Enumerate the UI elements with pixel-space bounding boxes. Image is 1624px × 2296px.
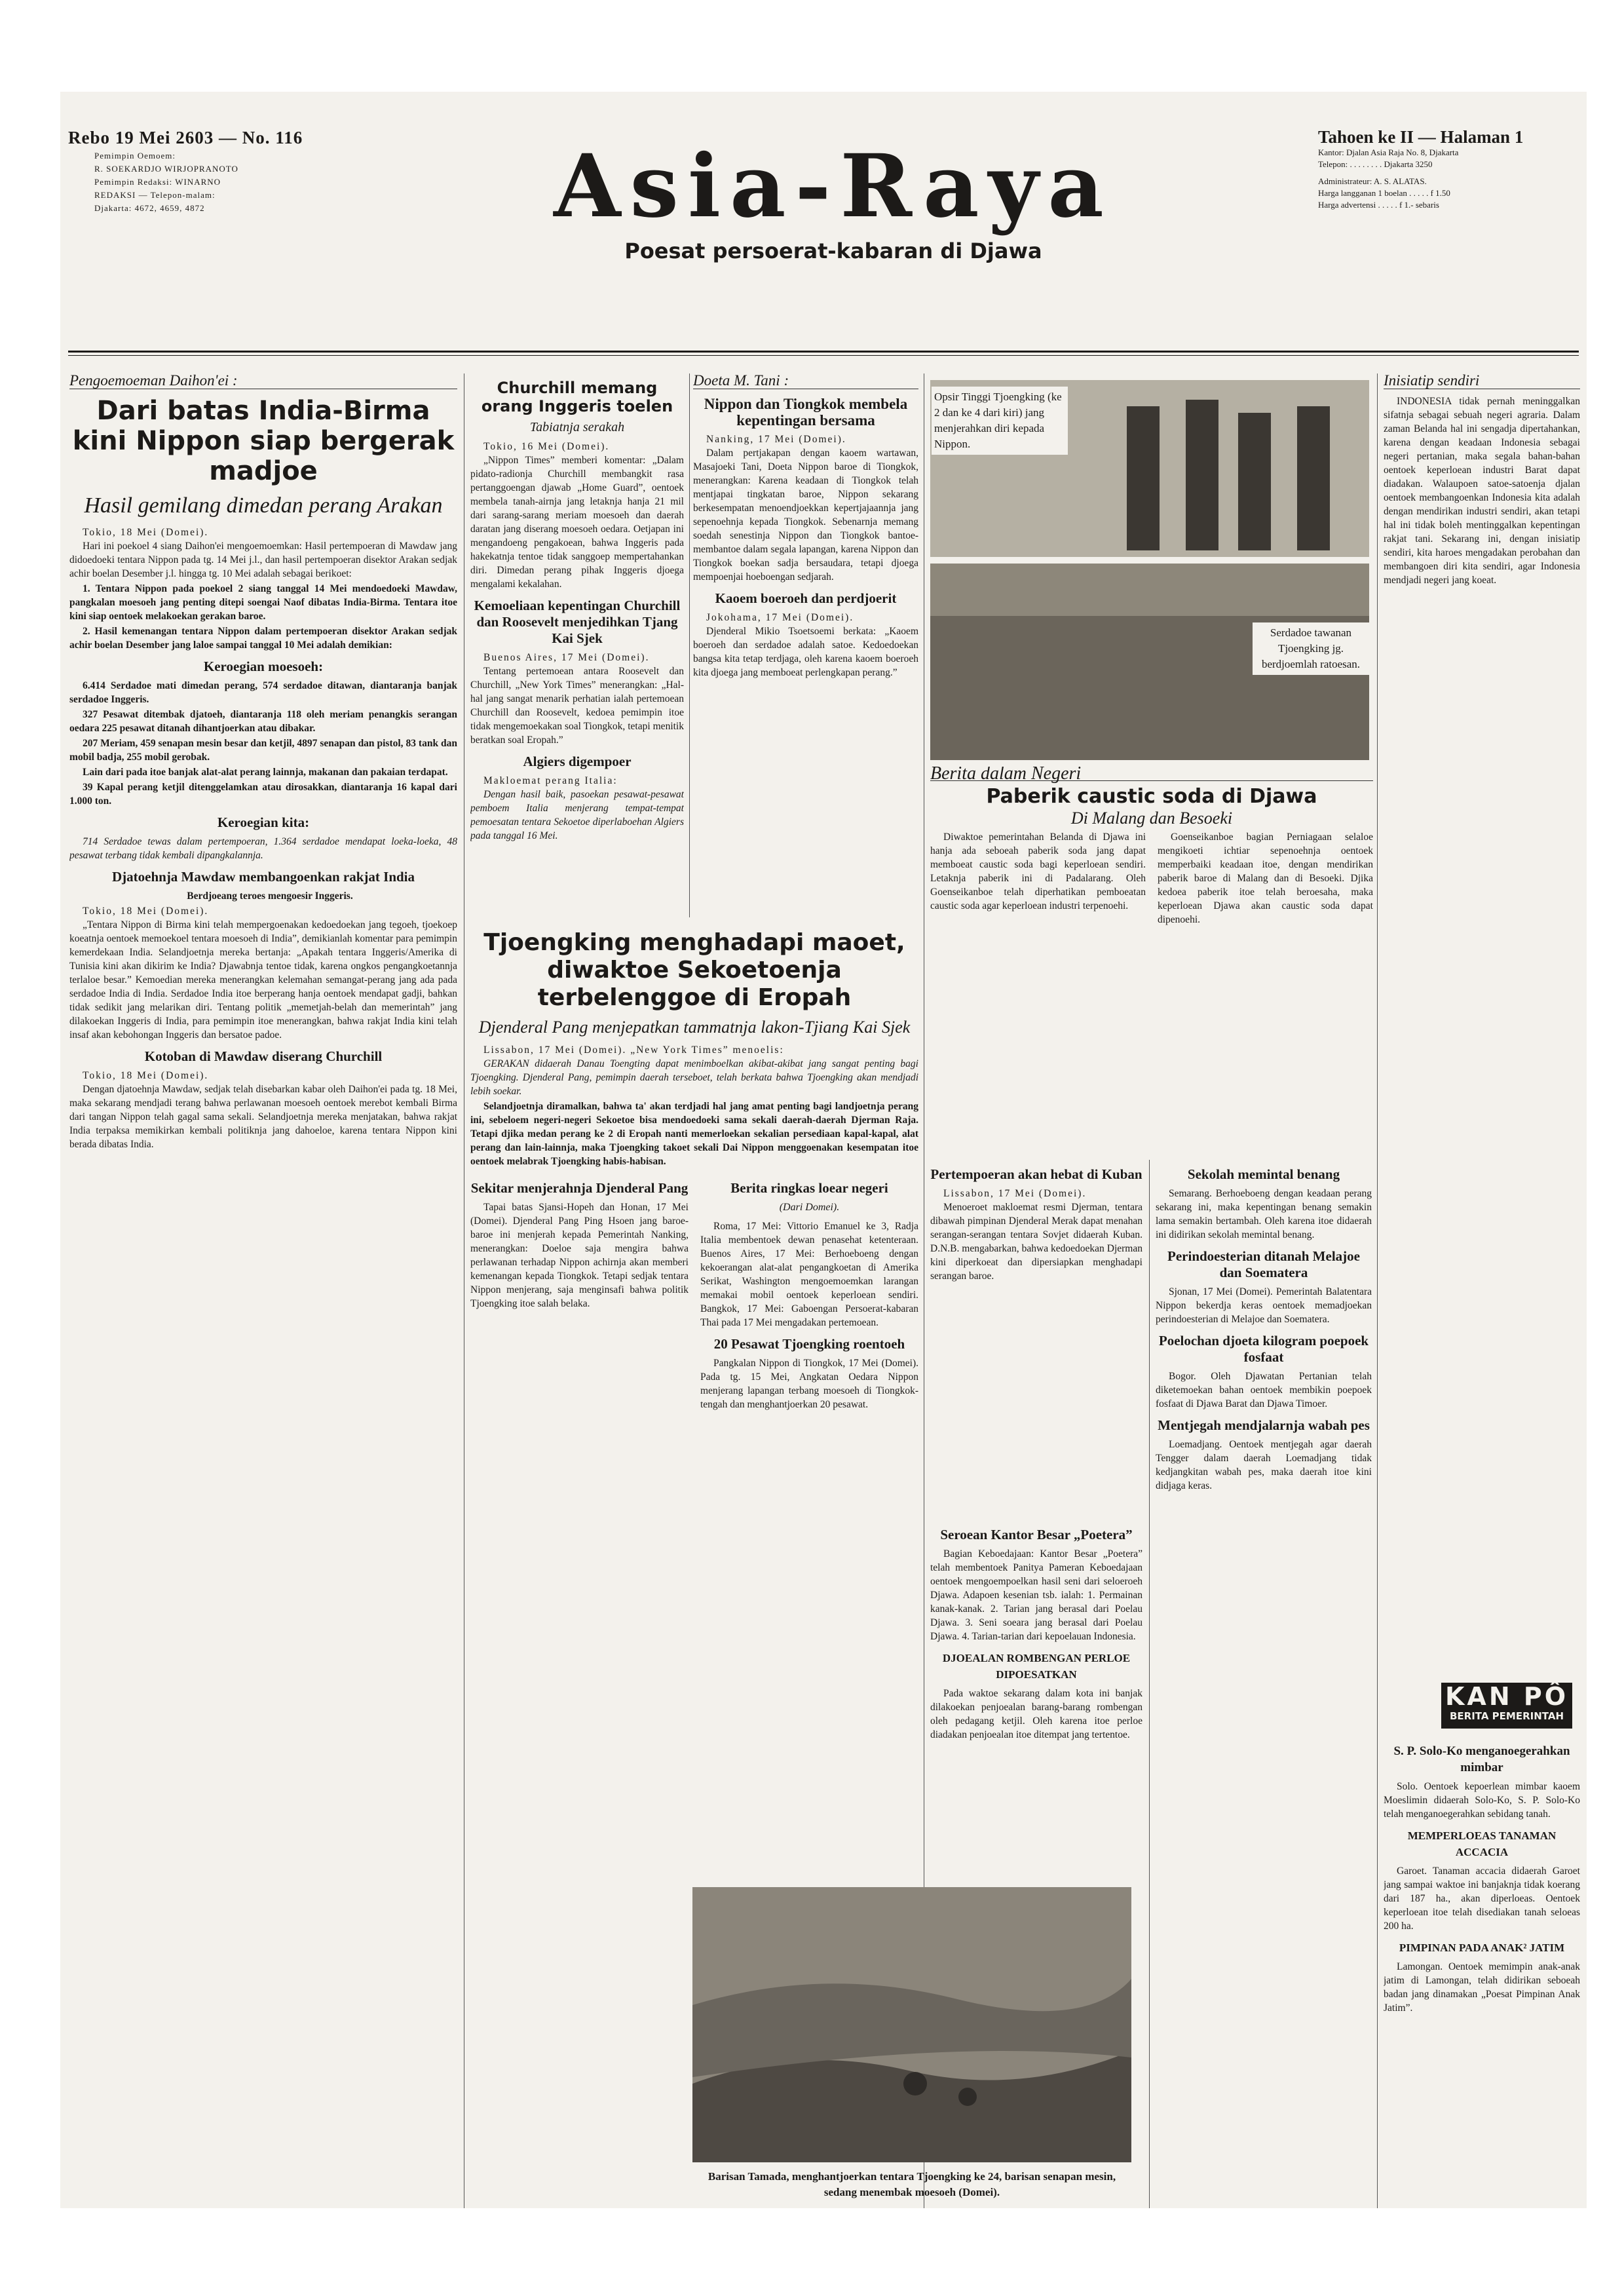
- chief-editor: Pemimpin Redaksi: WINARNO: [94, 177, 221, 187]
- article-paragraph: Tentang pertemoean antara Roosevelt dan Churchill, „New York Times” menerangkan: „Hal-hal jang sangat menarik perhatian ialah pertemoean Churchill dan Roosevelt, kedoea pemimpin itoe tidak mengemoekakan soal Tiongkok, tetapi menitik beratkan soal Eropah.”: [470, 666, 684, 746]
- masthead: [532, 138, 1135, 263]
- center-headline: Tjoengking menghadapi maoet, diwaktoe Sekoetoenja terbelenggoe di Eropah: [483, 929, 905, 1011]
- article-paragraph: Lain dari pada itoe banjak alat-alat perang lainnja, makanan dan pakaian terdapat.: [83, 767, 448, 778]
- article-paragraph: Pada waktoe sekarang dalam kota ini banjak dilakoekan penjoealan barang-barang rombengan oleh pedagang ketjil. Oleh karena itoe perloe diadakan penjoealan itoe ditempat jang tertentoe.: [930, 1688, 1142, 1740]
- article-paragraph: Djenderal Mikio Tsoetsoemi berkata: „Kaoem boeroeh dan serdadoe adalah satoe. Kedoedoekan bangsa kita tetap terdjaga, oleh karena kaoem boeroeh kita djoega jang memboeat perlengkapan perang.”: [693, 626, 918, 678]
- article-subhead: Berdjoeang teroes mengoesir Inggeris.: [187, 890, 353, 902]
- article-paragraph: 6.414 Serdadoe mati dimedan perang, 574 serdadoe ditawan, diantaranja banjak serdadoe Inggeris.: [69, 680, 457, 705]
- column-1: [69, 373, 457, 2202]
- newspaper-page: [60, 92, 1587, 2208]
- article-paragraph: 39 Kapal perang ketjil ditenggelamkan atau dirosakkan, diantaranja 16 kapal dari 1.000 ton.: [69, 782, 457, 807]
- redaksi-label: REDAKSI — Telepon-malam:: [94, 190, 216, 200]
- subscription-price: Harga langganan 1 boelan . . . . . f 1.50: [1318, 188, 1450, 198]
- kicker: Pengoemoeman Daihon'ei :: [69, 373, 457, 389]
- article-paragraph: Tapai batas Sjansi-Hopeh dan Honan, 17 Mei (Domei). Djenderal Pang Ping Hsoen jang baroe-baroe ini menjerah kepada Pemerintah Nanking, menerangkan: Doeloe saja mengira bahwa perlawanan terhadap Nippon achirnja akan memberi kemenangan kepada Tiongkok. Tetapi sedjak tentara Nippon menjerang, saja menginsafi bahwa politik Tjoengking itoe salah belaka.: [470, 1202, 689, 1309]
- article-paragraph: Hari ini poekoel 4 siang Daihon'ei mengoemoemkan: Hasil pertempoeran di Mawdaw jang didoedoeki tentara Nippon pada tg. 14 Mei j.l., dan hasil pertempoeran disektor Arakan sedjak achir boelan Desember j.l. hingga tg. 10 Mei adalah sebagai berikoet:: [69, 541, 457, 579]
- ad-price: Harga advertensi . . . . . f 1.- sebaris: [1318, 200, 1439, 210]
- officers-photo-caption: Opsir Tinggi Tjoengking (ke 2 dan ke 4 dari kiri) jang menjerahkan diri kepada Nippon.: [932, 387, 1068, 455]
- kanpo-subtitle: BERITA PEMERINTAH: [1449, 1710, 1564, 1722]
- dateline: Buenos Aires, 17 Mei (Domei).: [483, 652, 650, 663]
- article-headline: Poelochan djoeta kilogram poepoek fosfaat: [1158, 1333, 1369, 1365]
- article-headline: 20 Pesawat Tjoengking roentoeh: [713, 1336, 905, 1352]
- article-headline: Paberik caustic soda di Djawa: [986, 785, 1317, 808]
- article-paragraph: Bogor. Oleh Djawatan Pertanian telah diketemoekan bahan oentoek membikin poepoek fosfaat di Djawa Barat dan Djawa Timoer.: [1156, 1371, 1372, 1409]
- column-divider: [1377, 373, 1378, 2208]
- year-page: Tahoen ke II — Halaman 1: [1318, 127, 1524, 147]
- subheading: Keroegian moesoeh:: [203, 659, 324, 674]
- header-left: [68, 128, 435, 215]
- article-deck: Tabiatnja serakah: [529, 420, 625, 434]
- article-paragraph: 2. Hasil kemenangan tentara Nippon dalam pertempoeran disektor Arakan sedjak achir boelan Desember jang laloe sampai tanggal 10 Mei adalah demikian:: [69, 626, 457, 651]
- center-story: [470, 924, 918, 1763]
- kanpo-title: KAN PÔ: [1445, 1682, 1569, 1711]
- article-headline: Perindoesterian ditanah Melajoe dan Soematera: [1167, 1248, 1360, 1280]
- battle-photo-image: [692, 1887, 1131, 2162]
- article-headline: Kotoban di Mawdaw diserang Churchill: [144, 1048, 383, 1064]
- header-rule: [68, 351, 1579, 353]
- article-headline: MEMPERLOEAS TANAMAN ACCACIA: [1407, 1829, 1557, 1858]
- domestic-subcolumns: [930, 830, 1373, 928]
- header-rule-thin: [68, 355, 1579, 356]
- article-paragraph: Menoeroet makloemat resmi Djerman, tentara dibawah pimpinan Djenderal Merak dapat menahan serangan-serangan tentara Sovjet didaerah Kuban. D.N.B. mengabarkan, bahwa kedoedoekan Djerman kini diperkoeat dan dipersiapkan menghadapi serangan baroe.: [930, 1202, 1142, 1282]
- column-4: [693, 373, 918, 891]
- issue-date: Rebo 19 Mei 2603 — No. 116: [68, 128, 303, 147]
- article-headline: Pertempoeran akan hebat di Kuban: [930, 1166, 1142, 1182]
- article-paragraph: Lamongan. Oentoek memimpin anak-anak jatim di Lamongan, telah didirikan seboeah badan jang dinamakan „Poesat Pimpinan Anak Jatim”.: [1384, 1961, 1580, 2014]
- article-headline: Churchill memang orang Inggeris toelen: [481, 379, 673, 415]
- article-paragraph: 1. Tentara Nippon pada poekoel 2 siang tanggal 14 Mei mendoedoeki Mawdaw, pangkalan moesoeh jang penting ditepi soengai Naof dibatas India-Birma. Tentara itoe kini siap oentoek melakoekan gerakan baroe.: [69, 583, 457, 622]
- article-paragraph: Loemadjang. Oentoek mentjegah agar daerah Tengger dalam daerah Loemadjang tidak kedjangkitan wabah pes, maka daerah itoe kini didjaga keras.: [1156, 1439, 1372, 1491]
- lead-headline: Dari batas India-Birma kini Nippon siap bergerak madjoe: [72, 396, 455, 486]
- article-headline: Berita ringkas loear negeri: [730, 1180, 888, 1196]
- article-headline: Djatoehnja Mawdaw membangoenkan rakjat India: [111, 869, 415, 885]
- newspaper-subtitle: Poesat persoerat-kabaran di Djawa: [624, 239, 1042, 263]
- battle-photo-caption: Barisan Tamada, menghantjoerkan tentara Tjoengking ke 24, barisan senapan mesin, sedang menembak moesoeh (Domei).: [708, 2170, 1116, 2198]
- article-paragraph: Solo. Oentoek kepoerlean mimbar kaoem Moeslimin didaerah Solo-Ko, S. P. Solo-Ko telah menganoegerahkan sebidang tanah.: [1384, 1781, 1580, 1820]
- article-headline: Sekolah memintal benang: [1187, 1166, 1340, 1182]
- article-paragraph: Garoet. Tanaman accacia didaerah Garoet jang sampai waktoe ini banjaknja tidak koerang dari 187 ha., akan diperloeas. Oentoek keperloean itoe telah disediakan tanah seloeas 200 ha.: [1384, 1866, 1580, 1932]
- article-paragraph: INDONESIA tidak pernah meninggalkan sifatnja sebagai sebuah negeri agraria. Dalam zaman Belanda hal ini sengadja dipertahankan, karena dengan keadaan Indonesia sebagai negeri pertanian, maka segala bahan-bahan oentoek keperloean industri Barat dapat diadakan. Walaupoen satoe-satoenja djalan oentoek membangoenkan Indonesia kita adalah dengan mendirikan industri sendiri, akan tetapi hal ini tidak boleh mentinggalkan kepentingan rakjat tani. Sekarang ini, dengan inisiatip sendiri, kita haroes mengadakan perobahan dan membangoen diri kita sendiri, agar Indonesia mendjadi negeri jang koeat.: [1384, 396, 1580, 586]
- article-paragraph: „Nippon Times” memberi komentar: „Dalam pidato-radionja Churchill membangkit rasa pertanggoengan djawab „Home Guard”, oentoek membela tanah-airnja jang letaknja hanja 21 mil dari sarang-sarang meriam moesoeh dan daerah daratan jang diserang moesoeh oedara. Oetjapan ini mengandoeng pengakoean, bahwa Inggeris pada hakekatnja tentoe tidak sanggoep mempertahankan diri. Dimedan perang pihak Inggeris djoega mengalami kekalahan.: [470, 455, 684, 590]
- article-deck: (Dari Domei).: [779, 1202, 840, 1213]
- article-headline: Mentjegah mendjalarnja wabah pes: [1158, 1417, 1370, 1433]
- article-paragraph: Dengan djatoehnja Mawdaw, sedjak telah disebarkan kabar oleh Daihon'ei pada tg. 18 Mei, maka sekarang mendjadi terang bahwa perlawanan moesoeh oentoek merebot kembali Birma dari tangan Nippon telah gagal sama sekali. Selandjoetnja mereka menjatakan, bahwa rakjat India terpaksa memikirkan kembali politiknja jang dahoeloe, karena tentara Nippon kini berada dibatas India.: [69, 1084, 457, 1150]
- dateline: Nanking, 17 Mei (Domei).: [706, 434, 846, 445]
- article-paragraph: „Tentara Nippon di Birma kini telah mempergoenakan kedoedoekan jang tegoeh, tjoekoep koeatnja oentoek memoekoel tentara moesoeh di India”, demikianlah komentar para pemimpin kemerdekaan India. Selandjoetnja mereka bertanja: „Apakah tentara Inggeris/Amerika di Tunisia kini akan dikirim ke India? Djawabnja tentoe tidak, karena ongkos pengangkoetannja terlaloe besar.” Kemoedian mereka menerangkan kelemahan semangat-perang jang ada pada serdadoe India di India. Serdadoe India itoe berperang hanja oentoek mendapat gadji, bahkan tidak sedikit jang melarikan diri. Tentang politik „memetjah-belah dan memerintah” jang dilakoekan Inggeris di India, para pemimpin itoe menerangkan, bahwa rakjat India kini telah insaf akan kebohongan Inggeris dan bersatoe padoe.: [69, 919, 457, 1041]
- dateline: Makloemat perang Italia:: [483, 775, 618, 786]
- article-paragraph: Sjonan, 17 Mei (Domei). Pemerintah Balatentara Nippon bekerdja keras oentoek memadjoekan perindoesterian di Melajoe dan Soematera.: [1156, 1286, 1372, 1325]
- newspaper-title: Asia-Raya: [554, 136, 1113, 237]
- article-paragraph: Selandjoetnja diramalkan, bahwa ta' akan terdjadi hal jang amat penting bagi landjoetnja perang ini, sebeloem negeri-negeri Sekoetoe bisa mendoedoeki sama sekali daerah-daerah Djerman Raja. Tetapi djika medan perang ke 2 di Eropah nanti memerloekan sekalian persediaan kapal-kapal, alat perang dan lain-lainnja, maka Tjoengking takoet sekali Dai Nippon menggoenakan kesempatan itoe oentoek melabrak Tjoengking habis-habisan.: [470, 1101, 918, 1167]
- dateline: Lissabon, 17 Mei (Domei). „New York Times” menoelis:: [483, 1044, 784, 1056]
- article-headline: Kemoeliaan kepentingan Churchill dan Roosevelt menjedihkan Tjang Kai Sjek: [474, 598, 681, 646]
- article-paragraph: 207 Meriam, 459 senapan mesin besar dan ketjil, 4897 senapan dan pistol, 83 tank dan mobil badja, 255 mobil gerobak.: [69, 738, 457, 763]
- subcolumn-left: [470, 1174, 689, 1413]
- article-deck: Di Malang dan Besoeki: [1070, 809, 1233, 828]
- dateline: Tokio, 18 Mei (Domei).: [83, 1070, 209, 1081]
- article-headline: S. P. Solo-Ko menganoegerahkan mimbar: [1393, 1744, 1570, 1774]
- column-divider: [1149, 1160, 1150, 2208]
- article-headline: Seroean Kantor Besar „Poetera”: [940, 1527, 1133, 1542]
- editor-name: R. SOEKARDJO WIRJOPRANOTO: [94, 164, 238, 174]
- lead-deck: Hasil gemilang dimedan perang Arakan: [84, 493, 443, 518]
- section-heading: Berita dalam Negeri: [930, 767, 1373, 781]
- article-paragraph: Dengan hasil baik, pasoekan pesawat-pesawat pemboem Italia menjerang tempat-tempat pemoesatan tentara Sekoetoe diperlaboehan Algiers pada tanggal 16 Mei.: [470, 789, 684, 841]
- article-paragraph: Roma, 17 Mei: Vittorio Emanuel ke 3, Radja Italia membentoek dewan penasehat ketenteraan. Buenos Aires, 17 Mei: Berhoeboeng dengan kekoerangan alat-alat pengangkoetan di Amerika Serikat, Washington mengoemoemkan larangan memakai mobil oentoek keperloean sendiri. Bangkok, 17 Mei: Gaboengan Persoerat-kabaran Thai pada 17 Mei mengadakan pertemoean.: [700, 1221, 918, 1328]
- center-subcolumns: [470, 1174, 918, 1413]
- office-address: Kantor: Djalan Asia Raja No. 8, Djakarta: [1318, 147, 1459, 157]
- kanpo-banner: [1441, 1683, 1572, 1729]
- subcolumn-right: [700, 1174, 918, 1413]
- article-paragraph: Goenseikanboe bagian Perniagaan selaloe mengikoeti ichtiar sepenoehnja oentoek memperbaiki keadaan itoe, dengan mendirikan paberik baroe di Malang dan di Besoeki. Djika kedoea paberik itoe telah beroesaha, maka keperloean Djawa akan caustic soda dapat dipenoehi.: [1158, 832, 1373, 925]
- column-divider: [689, 373, 690, 917]
- dateline: Tokio, 18 Mei (Domei).: [83, 906, 209, 917]
- domestic-news: [930, 767, 1373, 1147]
- subheading: Keroegian kita:: [217, 814, 310, 830]
- article-headline: Sekitar menjerahnja Djenderal Pang: [470, 1180, 689, 1196]
- administrator: Administrateur: A. S. ALATAS.: [1318, 176, 1427, 186]
- article-headline: Kaoem boeroeh dan perdjoerit: [715, 590, 897, 606]
- article-paragraph: Diwaktoe pemerintahan Belanda di Djawa ini hanja ada seboeah paberik soda jang dapat memboeat caustic soda bagi keperloean sendiri. Letaknja paberik ini di Padalarang. Oleh Goenseikanboe telah diperhatikan pemboeatan caustic soda agar keperloean industri terpenoehi.: [930, 832, 1146, 911]
- article-headline: PIMPINAN PADA ANAK² JATIM: [1399, 1942, 1565, 1954]
- prisoners-photo-caption: Serdadoe tawanan Tjoengking jg. berdjoemlah ratoesan.: [1253, 622, 1369, 675]
- column-6-right: [1156, 1160, 1372, 2195]
- article-paragraph: Dalam pertjakapan dengan kaoem wartawan, Masajoeki Tani, Doeta Nippon baroe di Tiongkok, menerangkan: Karena keadaan di Tiongkok telah mentjapai tingkatan baroe, Nippon sekarang berkesempatan menoendjoekkan kepertjajaannja jang sepenoehnja kepada Tiongkok. Sebenarnja memang soedah senestinja Nippon dan Tiongkok bantoe-membantoe dalam segala lapangan, karena Nippon dan Tiongkok boekan sadja bersaudara, tetapi djoega mempoenjai hoeboengan sedjarah.: [693, 448, 918, 583]
- dateline: Tokio, 18 Mei (Domei).: [83, 527, 209, 538]
- column-6-left: [930, 1520, 1142, 1874]
- article-paragraph: 327 Pesawat ditembak djatoeh, diantaranja 118 oleh meriam penangkis serangan oedara 225 pesawat ditanah dihantjoerkan atau dibakar.: [69, 709, 457, 734]
- article-headline: DJOEALAN ROMBENGAN PERLOE DIPOESATKAN: [942, 1652, 1131, 1681]
- column-7: [1384, 373, 1580, 1671]
- article-paragraph: Bagian Keboedajaan: Kantor Besar „Poetera” telah membentoek Panitya Pameran Keboedajaan oentoek mengoempoelkan hasil seni dari seloeroeh Djawa. Adapoen kesenian tsb. ialah: 1. Permainan kanak-kanak. 2. Tarian jang berasal dari Poelau Djawa. 3. Seni soeara jang berasal dari Poelau Djawa. 4. Tarian-tarian dari kepoelauan Indonesia.: [930, 1548, 1142, 1642]
- telephone: Telepon: . . . . . . . . Djakarta 3250: [1318, 159, 1433, 169]
- battle-photo: [692, 1887, 1131, 2162]
- article-headline: Algiers digempoer: [523, 754, 632, 769]
- dateline: Lissabon, 17 Mei (Domei).: [943, 1188, 1087, 1199]
- kicker: Inisiatip sendiri: [1384, 373, 1580, 389]
- redaksi-phones: Djakarta: 4672, 4659, 4872: [94, 203, 205, 213]
- article-headline: Nippon dan Tiongkok membela kepentingan bersama: [704, 396, 908, 429]
- column-2: [470, 373, 684, 911]
- editor-label: Pemimpin Oemoem:: [94, 151, 176, 161]
- lead-paragraph: GERAKAN didaerah Danau Toengting dapat menimboelkan akibat-akibat jang sangat penting bagi Tjoengking. Djenderal Pang, pemimpin daerah terseboet, telah berkata bahwa Tjoengking akan mendjadi lebih soekar.: [470, 1058, 918, 1097]
- kicker: Doeta M. Tani :: [693, 373, 918, 389]
- dateline: Jokohama, 17 Mei (Domei).: [706, 612, 854, 623]
- article-paragraph: Semarang. Berhoeboeng dengan keadaan perang sekarang ini, maka kepentingan benang semakin lama semakin bertambah. Oleh karena itoe didaerah ini didirikan sekolah memintal benang.: [1156, 1188, 1372, 1240]
- column-7-lower: [1384, 1736, 1580, 2195]
- center-deck: Djenderal Pang menjepatkan tammatnja lakon-Tjiang Kai Sjek: [478, 1018, 911, 1037]
- header-right: [1318, 127, 1580, 211]
- dateline: Tokio, 16 Mei (Domei).: [483, 441, 610, 452]
- article-paragraph: Pangkalan Nippon di Tiongkok, 17 Mei (Domei). Pada tg. 15 Mei, Angkatan Oedara Nippon menjerang lapangan terbang moesoeh di Tiongkok-tengah dan menghantjoerkan 20 pesawat.: [700, 1358, 918, 1410]
- article-paragraph: 714 Serdadoe tewas dalam pertempoeran, 1.364 serdadoe mendapat loeka-loeka, 48 pesawat terbang tidak kembali dipangkalannja.: [69, 836, 457, 861]
